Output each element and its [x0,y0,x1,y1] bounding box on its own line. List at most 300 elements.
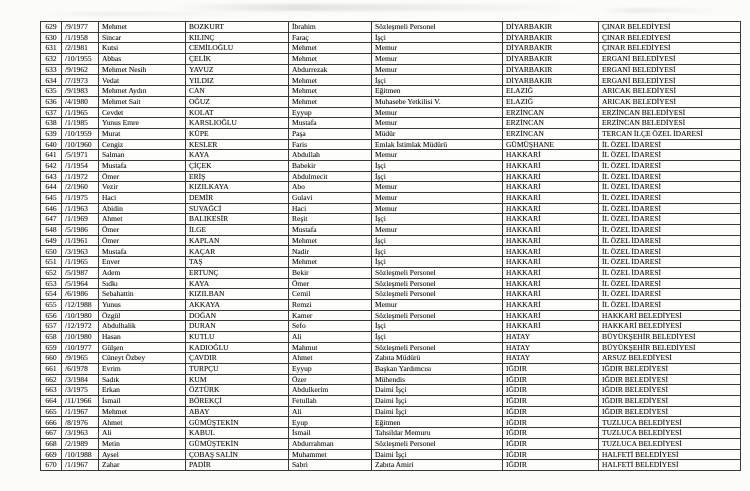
cell-father_name: Abdurrezak [289,64,372,75]
cell-father_name: Mustafa [289,118,372,129]
cell-last_name: DURAN [186,321,289,332]
table-row [41,353,741,364]
cell-father_name: Mehmet [289,257,372,268]
cell-province: GÜMÜŞHANE [503,139,599,150]
table-row [41,342,741,353]
cell-last_name: KUTLU [186,331,289,342]
personnel-records-table [40,21,741,471]
cell-last_name: KUM [186,374,289,385]
cell-institution: İL ÖZEL İDARESİ [599,139,741,150]
cell-last_name: GÜMÜŞTEKİN [186,438,289,449]
cell-birth_date: /11/1966 [62,396,99,407]
cell-father_name: Mehmet [289,86,372,97]
cell-no: 658 [41,331,62,342]
cell-institution: İL ÖZEL İDARESİ [599,299,741,310]
table-row [41,449,741,460]
cell-last_name: ERTUNÇ [186,267,289,278]
cell-father_name: Paşa [289,128,372,139]
cell-province: HAKKARİ [503,289,599,300]
cell-institution: IĞDIR BELEDİYESİ [599,364,741,375]
cell-first_name: Murat [99,128,186,139]
cell-birth_date: /12/1972 [62,321,99,332]
cell-title: Memur [372,225,503,236]
cell-title: İşçi [372,235,503,246]
cell-title: Daimi İşçi [372,449,503,460]
cell-last_name: KIZILBAN [186,289,289,300]
cell-birth_date: /1/1963 [62,203,99,214]
cell-no: 641 [41,150,62,161]
cell-no: 670 [41,460,62,471]
cell-birth_date: /10/1959 [62,128,99,139]
cell-last_name: BÖREKÇİ [186,396,289,407]
cell-no: 669 [41,449,62,460]
cell-last_name: KÜPE [186,128,289,139]
cell-last_name: ERİŞ [186,171,289,182]
cell-institution: İL ÖZEL İDARESİ [599,182,741,193]
cell-province: IĞDIR [503,428,599,439]
cell-title: Eğitmen [372,417,503,428]
cell-birth_date: /1/1965 [62,257,99,268]
cell-birth_date: /2/1960 [62,182,99,193]
cell-first_name: Cüneyt Özbey [99,353,186,364]
cell-last_name: KAÇAR [186,246,289,257]
cell-father_name: Mehmet [289,43,372,54]
cell-title: Memur [372,150,503,161]
cell-province: IĞDIR [503,438,599,449]
table-row [41,96,741,107]
cell-institution: İL ÖZEL İDARESİ [599,267,741,278]
cell-father_name: Cemil [289,289,372,300]
table-row [41,225,741,236]
cell-first_name: Ömer [99,235,186,246]
cell-last_name: BALIKESİR [186,214,289,225]
cell-birth_date: /10/1980 [62,331,99,342]
cell-first_name: Sıdkı [99,278,186,289]
table-row [41,257,741,268]
cell-first_name: Abidin [99,203,186,214]
cell-province: HAKKARİ [503,321,599,332]
table-row [41,417,741,428]
cell-first_name: Mehmet [99,406,186,417]
cell-title: Zabıta Müdürü [372,353,503,364]
cell-title: İşçi [372,75,503,86]
cell-no: 633 [41,64,62,75]
cell-father_name: Abdulkerim [289,385,372,396]
cell-institution: ERZİNCAN BELEDİYESİ [599,107,741,118]
table-row [41,299,741,310]
cell-title: İşçi [372,160,503,171]
cell-first_name: Zahar [99,460,186,471]
table-row [41,406,741,417]
table-row [41,385,741,396]
cell-birth_date: /1/1965 [62,107,99,118]
cell-father_name: Mustafa [289,225,372,236]
cell-father_name: Mehmet [289,235,372,246]
cell-father_name: Sefo [289,321,372,332]
table-row [41,54,741,65]
cell-province: IĞDIR [503,396,599,407]
table-row [41,128,741,139]
cell-father_name: Babekir [289,160,372,171]
cell-first_name: Abdulhalik [99,321,186,332]
cell-institution: İL ÖZEL İDARESİ [599,193,741,204]
cell-title: Memur [372,203,503,214]
cell-province: HAKKARİ [503,160,599,171]
cell-last_name: PADİR [186,460,289,471]
cell-no: 637 [41,107,62,118]
cell-title: İşçi [372,331,503,342]
table-row [41,396,741,407]
cell-birth_date: /5/1987 [62,267,99,278]
cell-last_name: ÖZTÜRK [186,385,289,396]
cell-first_name: Mustafa [99,246,186,257]
cell-province: HAKKARİ [503,246,599,257]
table-row [41,182,741,193]
scan-artifact [40,12,260,16]
cell-title: Zabıta Amiri [372,460,503,471]
cell-province: HAKKARİ [503,182,599,193]
cell-first_name: Yunus [99,299,186,310]
cell-first_name: Evrim [99,364,186,375]
cell-birth_date: /6/1986 [62,289,99,300]
cell-first_name: Salman [99,150,186,161]
cell-last_name: KAYA [186,278,289,289]
table-row [41,428,741,439]
cell-province: IĞDIR [503,406,599,417]
cell-last_name: ÇELİK [186,54,289,65]
cell-title: İşçi [372,257,503,268]
cell-province: HAKKARİ [503,150,599,161]
cell-last_name: ÇİÇEK [186,160,289,171]
table-row [41,321,741,332]
cell-province: IĞDIR [503,385,599,396]
cell-birth_date: /4/1980 [62,96,99,107]
cell-first_name: Haci [99,193,186,204]
cell-father_name: Eyup [289,417,372,428]
cell-title: Sözleşmeli Personel [372,438,503,449]
cell-province: HAKKARİ [503,235,599,246]
table-row [41,364,741,375]
cell-father_name: Ömer [289,278,372,289]
cell-birth_date: /1/1954 [62,160,99,171]
cell-no: 631 [41,43,62,54]
cell-title: Daimi İşçi [372,406,503,417]
cell-institution: HALFETİ BELEDİYESİ [599,449,741,460]
table-row [41,22,741,33]
cell-institution: HALFETİ BELEDİYESİ [599,460,741,471]
cell-province: ELAZIĞ [503,86,599,97]
cell-province: ELAZIĞ [503,96,599,107]
cell-title: İşçi [372,246,503,257]
cell-last_name: YILDIZ [186,75,289,86]
cell-institution: İL ÖZEL İDARESİ [599,150,741,161]
cell-title: Sözleşmeli Personel [372,278,503,289]
cell-title: Memur [372,64,503,75]
cell-institution: ÇINAR BELEDİYESİ [599,22,741,33]
cell-no: 667 [41,428,62,439]
cell-no: 655 [41,299,62,310]
cell-father_name: İbrahim [289,22,372,33]
cell-last_name: CEMİLOĞLU [186,43,289,54]
cell-no: 639 [41,128,62,139]
cell-title: Müdür [372,128,503,139]
cell-title: Memur [372,193,503,204]
cell-no: 646 [41,203,62,214]
cell-institution: IĞDIR BELEDİYESİ [599,406,741,417]
cell-first_name: Ömer [99,225,186,236]
cell-no: 661 [41,364,62,375]
scan-artifact [170,4,590,11]
cell-no: 643 [41,171,62,182]
cell-birth_date: /1/1961 [62,235,99,246]
cell-father_name: Bekir [289,267,372,278]
table-row [41,203,741,214]
cell-first_name: Özgül [99,310,186,321]
cell-province: HAKKARİ [503,267,599,278]
cell-no: 650 [41,246,62,257]
cell-no: 653 [41,278,62,289]
cell-father_name: Eyyup [289,364,372,375]
cell-father_name: Haci [289,203,372,214]
cell-father_name: Muhammet [289,449,372,460]
cell-first_name: Aysel [99,449,186,460]
cell-first_name: Metin [99,438,186,449]
cell-institution: İL ÖZEL İDARESİ [599,214,741,225]
cell-birth_date: /6/1978 [62,364,99,375]
cell-last_name: CAN [186,86,289,97]
cell-last_name: İLGE [186,225,289,236]
cell-father_name: Ali [289,331,372,342]
table-row [41,32,741,43]
cell-no: 647 [41,214,62,225]
cell-institution: ERGANİ BELEDİYESİ [599,75,741,86]
table-row [41,331,741,342]
cell-no: 649 [41,235,62,246]
cell-last_name: KAPLAN [186,235,289,246]
cell-first_name: Adem [99,267,186,278]
cell-first_name: Mehmet Sait [99,96,186,107]
cell-father_name: Nadir [289,246,372,257]
cell-title: Tahsildar Memuru [372,428,503,439]
cell-institution: ERGANİ BELEDİYESİ [599,54,741,65]
cell-first_name: Mehmet Nesih [99,64,186,75]
cell-title: Sözleşmeli Personel [372,22,503,33]
table-row [41,289,741,300]
cell-no: 651 [41,257,62,268]
cell-no: 632 [41,54,62,65]
cell-province: HAKKARİ [503,225,599,236]
table-row [41,460,741,471]
cell-father_name: Eyyup [289,107,372,118]
cell-last_name: TURPÇU [186,364,289,375]
cell-institution: ERZİNCAN BELEDİYESİ [599,118,741,129]
cell-father_name: Mehmet [289,54,372,65]
cell-institution: ARICAK BELEDİYESİ [599,86,741,97]
cell-first_name: Sadık [99,374,186,385]
cell-birth_date: /5/1964 [62,278,99,289]
cell-institution: IĞDIR BELEDİYESİ [599,374,741,385]
cell-institution: HAKKARİ BELEDİYESİ [599,310,741,321]
table-row [41,278,741,289]
cell-no: 666 [41,417,62,428]
cell-first_name: Cengiz [99,139,186,150]
cell-institution: BÜYÜKŞEHİR BELEDİYESİ [599,342,741,353]
cell-father_name: Fetullah [289,396,372,407]
cell-title: İşçi [372,214,503,225]
cell-first_name: Ahmet [99,214,186,225]
cell-birth_date: /3/1984 [62,374,99,385]
cell-birth_date: /1/1985 [62,118,99,129]
cell-title: Sözleşmeli Personel [372,342,503,353]
cell-no: 664 [41,396,62,407]
cell-birth_date: /1/1969 [62,214,99,225]
cell-father_name: Mahmut [289,342,372,353]
cell-province: DİYARBAKIR [503,22,599,33]
cell-title: İşçi [372,321,503,332]
cell-birth_date: /1/1967 [62,460,99,471]
cell-title: Daimi İşçi [372,385,503,396]
cell-last_name: KAYA [186,150,289,161]
cell-institution: İL ÖZEL İDARESİ [599,160,741,171]
cell-last_name: KIZILKAYA [186,182,289,193]
cell-no: 630 [41,32,62,43]
cell-institution: ARSUZ BELEDİYESİ [599,353,741,364]
cell-last_name: KILINÇ [186,32,289,43]
cell-institution: İL ÖZEL İDARESİ [599,203,741,214]
table-row [41,43,741,54]
table-row [41,310,741,321]
cell-title: Memur [372,43,503,54]
cell-institution: İL ÖZEL İDARESİ [599,278,741,289]
cell-province: IĞDIR [503,449,599,460]
cell-birth_date: /12/1988 [62,299,99,310]
cell-first_name: Vedat [99,75,186,86]
cell-province: HAKKARİ [503,278,599,289]
cell-title: İşçi [372,32,503,43]
cell-no: 648 [41,225,62,236]
cell-birth_date: /7/1973 [62,75,99,86]
cell-last_name: KOLAT [186,107,289,118]
cell-first_name: Erkan [99,385,186,396]
cell-father_name: Kamer [289,310,372,321]
cell-first_name: Mehmet [99,22,186,33]
cell-institution: TERCAN İLÇE ÖZEL İDARESİ [599,128,741,139]
cell-institution: TUZLUCA BELEDİYESİ [599,417,741,428]
cell-title: Memur [372,182,503,193]
cell-institution: İL ÖZEL İDARESİ [599,225,741,236]
cell-province: ERZİNCAN [503,118,599,129]
table-row [41,64,741,75]
cell-last_name: OĞUZ [186,96,289,107]
cell-birth_date: /9/1977 [62,22,99,33]
cell-no: 634 [41,75,62,86]
cell-last_name: KARSLIOĞLU [186,118,289,129]
cell-title: Memur [372,118,503,129]
cell-first_name: Abbas [99,54,186,65]
cell-province: ERZİNCAN [503,128,599,139]
cell-last_name: DOĞAN [186,310,289,321]
cell-birth_date: /8/1976 [62,417,99,428]
cell-institution: IĞDIR BELEDİYESİ [599,396,741,407]
cell-province: HATAY [503,331,599,342]
cell-father_name: Abo [289,182,372,193]
cell-birth_date: /3/1975 [62,385,99,396]
cell-institution: ÇINAR BELEDİYESİ [599,32,741,43]
cell-birth_date: /10/1960 [62,139,99,150]
cell-title: Daimi İşçi [372,396,503,407]
cell-no: 638 [41,118,62,129]
cell-father_name: Ali [289,406,372,417]
cell-no: 657 [41,321,62,332]
cell-province: HAKKARİ [503,171,599,182]
cell-birth_date: /10/1980 [62,310,99,321]
cell-no: 635 [41,86,62,97]
cell-father_name: Mehmet [289,96,372,107]
cell-birth_date: /5/1986 [62,225,99,236]
cell-father_name: Faris [289,139,372,150]
cell-province: IĞDIR [503,374,599,385]
cell-father_name: İsmail [289,428,372,439]
cell-birth_date: /10/1955 [62,54,99,65]
records-tbody [41,22,741,471]
cell-no: 629 [41,22,62,33]
cell-no: 659 [41,342,62,353]
table-row [41,139,741,150]
cell-no: 654 [41,289,62,300]
cell-province: HAKKARİ [503,193,599,204]
table-row [41,267,741,278]
cell-title: Memur [372,54,503,65]
cell-no: 656 [41,310,62,321]
table-row [41,75,741,86]
cell-first_name: Mehmet Aydın [99,86,186,97]
table-row [41,118,741,129]
cell-no: 662 [41,374,62,385]
cell-last_name: GÜMÜŞTEKİN [186,417,289,428]
table-row [41,374,741,385]
cell-institution: İL ÖZEL İDARESİ [599,235,741,246]
cell-first_name: Enver [99,257,186,268]
cell-province: HAKKARİ [503,257,599,268]
cell-last_name: SUVAĞCİ [186,203,289,214]
cell-province: HAKKARİ [503,310,599,321]
cell-title: İşçi [372,171,503,182]
cell-first_name: Kutsi [99,43,186,54]
cell-first_name: Vezir [99,182,186,193]
cell-province: HATAY [503,342,599,353]
table-row [41,171,741,182]
cell-province: IĞDIR [503,364,599,375]
cell-institution: ERGANİ BELEDİYESİ [599,64,741,75]
cell-institution: ARICAK BELEDİYESİ [599,96,741,107]
cell-birth_date: /10/1988 [62,449,99,460]
cell-title: Mühendis [372,374,503,385]
cell-title: Sözleşmeli Personel [372,267,503,278]
table-row [41,150,741,161]
cell-institution: TUZLUCA BELEDİYESİ [599,428,741,439]
cell-father_name: Abdurrahman [289,438,372,449]
cell-last_name: ABAY [186,406,289,417]
table-row [41,214,741,225]
cell-first_name: Ahmet [99,417,186,428]
cell-province: ERZİNCAN [503,107,599,118]
cell-no: 642 [41,160,62,171]
cell-first_name: Hasan [99,331,186,342]
cell-father_name: Abdullah [289,150,372,161]
cell-no: 665 [41,406,62,417]
cell-birth_date: /5/1971 [62,150,99,161]
cell-first_name: Sebahattin [99,289,186,300]
